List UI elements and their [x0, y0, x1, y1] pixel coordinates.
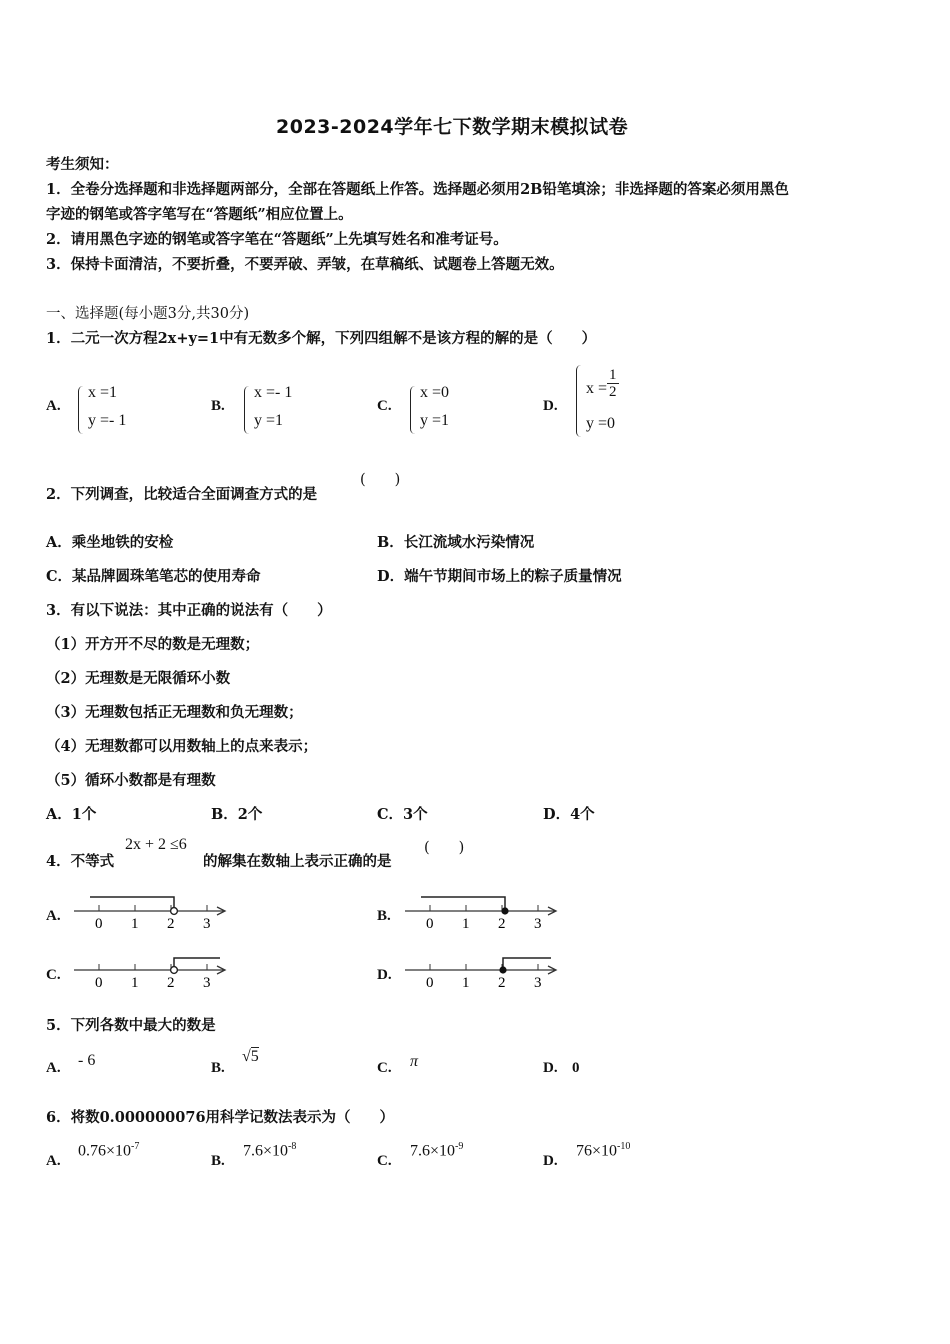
q6-option-c-label: C.	[377, 1153, 392, 1169]
tick-label: 3	[534, 975, 542, 991]
q6-option-d-label: D.	[543, 1153, 558, 1169]
solution-ray	[421, 897, 505, 911]
tick-label: 1	[462, 916, 470, 932]
q3-statement: （5）循环小数都是有理数	[46, 772, 216, 789]
q3-statement: （1）开方开不尽的数是无理数；	[46, 636, 260, 653]
q4-option-a-number-line[interactable]	[70, 888, 232, 936]
q5-option-a-label: A.	[46, 1060, 61, 1076]
q3-statement: （4）无理数都可以用数轴上的点来表示；	[46, 738, 318, 755]
notice-item: 字迹的钢笔或答字笔写在“答题纸”相应位置上。	[46, 206, 353, 223]
tick-label: 1	[131, 916, 139, 932]
tick-label: 3	[203, 975, 211, 991]
solution-ray	[174, 958, 220, 970]
q1-stem: 1．二元一次方程2x+y=1中有无数多个解，下列四组解不是该方程的解的是（ ）	[46, 330, 597, 347]
q4-stem-suffix: 的解集在数轴上表示正确的是	[203, 853, 392, 870]
tick-label: 2	[167, 916, 175, 932]
q4-option-d-number-line[interactable]	[401, 947, 563, 995]
tick-label: 2	[498, 916, 506, 932]
q4-option-c-number-line[interactable]	[70, 947, 232, 995]
q4-option-b-label: B.	[377, 908, 391, 924]
q6-option-c-value[interactable]: $7.6\times 10^{-9}$	[410, 1141, 464, 1160]
tick-label: 0	[426, 916, 434, 932]
q4-inequality: 2x + 2 ≤6	[125, 836, 187, 853]
sqrt-icon: √	[242, 1048, 251, 1065]
q5-option-d-label: D.	[543, 1060, 558, 1076]
q1-option-c-system[interactable]: x =0 y =1	[410, 384, 490, 438]
open-endpoint	[171, 908, 178, 915]
closed-endpoint	[501, 907, 508, 914]
closed-endpoint	[499, 966, 506, 973]
tick-label: 2	[167, 975, 175, 991]
tick-label: 2	[498, 975, 506, 991]
section-heading: 一、选择题(每小题3分,共30分)	[46, 306, 250, 322]
brace-icon	[78, 386, 85, 434]
tick-label: 1	[131, 975, 139, 991]
brace-icon	[576, 365, 583, 437]
q3-statement: （2）无理数是无限循环小数	[46, 670, 231, 687]
q1-option-d-label: D.	[543, 398, 558, 414]
tick-label: 1	[462, 975, 470, 991]
q2-option-b[interactable]: B．长江流域水污染情况	[377, 534, 535, 551]
q6-option-a-label: A.	[46, 1153, 61, 1169]
q4-paren: ( )	[424, 840, 465, 856]
fraction: $\frac{1}{2}$	[609, 367, 617, 400]
q4-option-d-label: D.	[377, 967, 392, 983]
open-endpoint	[171, 967, 178, 974]
q3-option-d[interactable]: D．4个	[543, 806, 595, 823]
tick-label: 3	[534, 916, 542, 932]
tick-label: 0	[95, 975, 103, 991]
q1-option-d-system[interactable]: x = $\frac{1}{2}$ y =0	[576, 363, 656, 439]
q1-option-a-label: A.	[46, 398, 61, 414]
page-title: 2023-2024学年七下数学期末模拟试卷	[276, 116, 629, 138]
solution-ray	[90, 897, 174, 911]
q3-statement: （3）无理数包括正无理数和负无理数；	[46, 704, 303, 721]
notice-item: 1．全卷分选择题和非选择题两部分，全部在答题纸上作答。选择题必须用2B铅笔填涂；非选择题的答案必须用黑色	[46, 181, 789, 198]
solution-ray	[503, 958, 551, 970]
notice-heading: 考生须知：	[46, 156, 119, 173]
q4-option-b-number-line[interactable]	[401, 888, 563, 936]
q4-option-a-label: A.	[46, 908, 61, 924]
q4-stem-prefix: 4．不等式	[46, 853, 115, 870]
q6-option-b-value[interactable]: $7.6\times 10^{-8}$	[243, 1141, 297, 1160]
q5-option-b-value[interactable]: √5	[242, 1048, 259, 1065]
q2-option-c[interactable]: C．某品牌圆珠笔笔芯的使用寿命	[46, 568, 261, 585]
q6-option-b-label: B.	[211, 1153, 225, 1169]
notice-item: 3．保持卡面清洁，不要折叠，不要弄破、弄皱，在草稿纸、试题卷上答题无效。	[46, 256, 564, 273]
q5-option-a-value[interactable]: - 6	[78, 1052, 96, 1069]
q1-option-c-label: C.	[377, 398, 392, 414]
q4-option-c-label: C.	[46, 967, 61, 983]
q2-stem: 2．下列调查，比较适合全面调查方式的是	[46, 486, 318, 503]
q5-option-d-value[interactable]: 0	[572, 1060, 580, 1076]
brace-icon	[410, 386, 417, 434]
notice-item: 2．请用黑色字迹的钢笔或答字笔在“答题纸”上先填写姓名和准考证号。	[46, 231, 508, 248]
tick-label: 3	[203, 916, 211, 932]
q5-option-c-label: C.	[377, 1060, 392, 1076]
q5-stem: 5．下列各数中最大的数是	[46, 1017, 216, 1034]
q1-option-b-label: B.	[211, 398, 225, 414]
q5-option-c-value[interactable]: π	[410, 1053, 419, 1070]
q1-option-a-system[interactable]: x =1 y =- 1	[78, 384, 158, 438]
q2-paren: ( )	[360, 472, 401, 488]
q6-stem: 6．将数0.000000076用科学记数法表示为（ ）	[46, 1109, 395, 1126]
q3-stem: 3．有以下说法：其中正确的说法有（ ）	[46, 602, 332, 619]
q2-option-d[interactable]: D．端午节期间市场上的粽子质量情况	[377, 568, 622, 585]
q1-option-b-system[interactable]: x =- 1 y =1	[244, 384, 324, 438]
tick-label: 0	[426, 975, 434, 991]
brace-icon	[244, 386, 251, 434]
q6-option-d-value[interactable]: $76\times 10^{-10}$	[576, 1141, 631, 1160]
q6-option-a-value[interactable]: $0.76\times 10^{-7}$	[78, 1141, 140, 1160]
q5-option-b-label: B.	[211, 1060, 225, 1076]
q2-option-a[interactable]: A．乘坐地铁的安检	[46, 534, 174, 551]
q3-option-a[interactable]: A．1个	[46, 806, 97, 823]
q3-option-b[interactable]: B．2个	[211, 806, 263, 823]
tick-label: 0	[95, 916, 103, 932]
q3-option-c[interactable]: C．3个	[377, 806, 428, 823]
